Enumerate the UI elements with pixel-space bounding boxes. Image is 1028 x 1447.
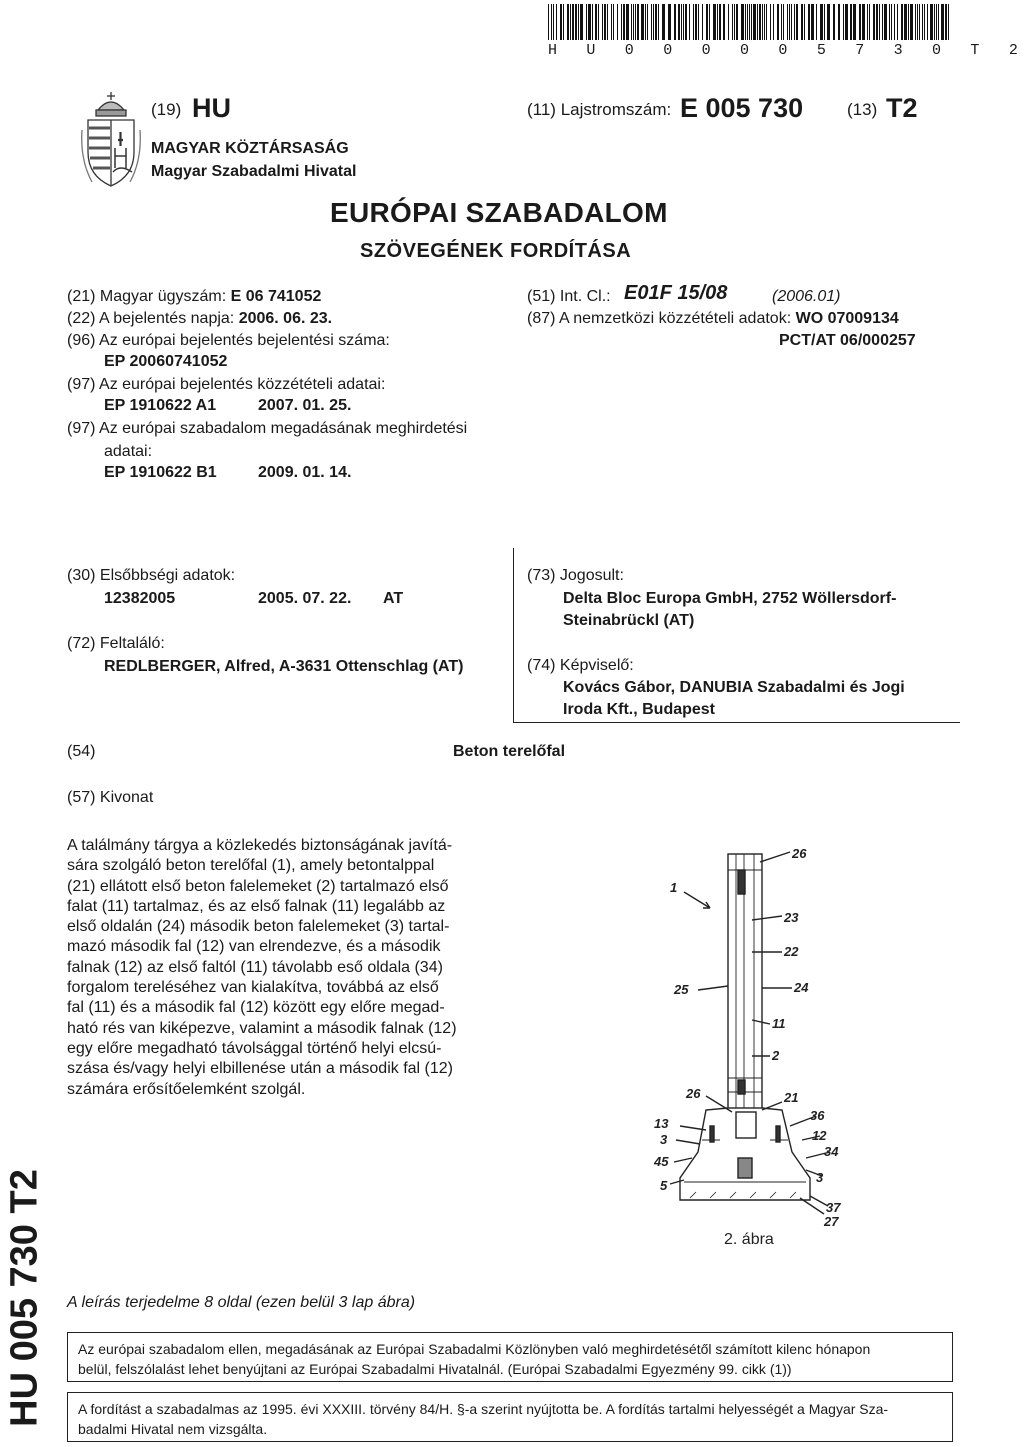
barcode-bar bbox=[908, 4, 909, 40]
abstract-line: ható rés van kiképezve, valamint a második falnak (12) bbox=[67, 1019, 457, 1037]
barcode-bar bbox=[563, 4, 564, 40]
barcode-bar bbox=[626, 4, 629, 40]
figure-reference-number: 2 bbox=[772, 1048, 780, 1063]
f74-value-2: Iroda Kft., Budapest bbox=[563, 701, 716, 718]
barcode-bar bbox=[635, 4, 636, 40]
abstract-text bbox=[67, 836, 485, 1100]
barcode-bar bbox=[882, 4, 883, 40]
f22-row bbox=[67, 308, 332, 330]
abstract-line: egy előre megadható távolsággal történő helyi elcsú- bbox=[67, 1039, 442, 1057]
barcode-bar bbox=[732, 4, 733, 40]
f51-label: (51) Int. Cl.: bbox=[527, 288, 611, 305]
f96-value: EP 20060741052 bbox=[104, 353, 228, 370]
barcode-bar bbox=[653, 4, 654, 40]
figure-reference-number: 21 bbox=[784, 1090, 799, 1105]
barcode-bar bbox=[934, 4, 935, 40]
f51-date: (2006.01) bbox=[772, 288, 841, 305]
barcode-bar bbox=[611, 4, 612, 40]
figure-reference-number: 27 bbox=[824, 1214, 839, 1229]
invention-title: Beton terelőfal bbox=[453, 743, 566, 760]
figure-reference-number: 1 bbox=[670, 880, 678, 895]
opposition-notice-box bbox=[67, 1332, 953, 1382]
f21-label: (21) Magyar ügyszám: bbox=[67, 288, 227, 305]
barcode-bar bbox=[901, 4, 903, 40]
barcode-bar bbox=[551, 4, 552, 40]
document-title: EURÓPAI SZABADALOM bbox=[330, 197, 668, 228]
f30-label: (30) Elsőbbségi adatok: bbox=[67, 567, 236, 584]
barcode-bar bbox=[647, 4, 648, 40]
barcode-bar bbox=[891, 4, 892, 40]
barcode-bar bbox=[717, 4, 718, 40]
barcode-bar bbox=[859, 4, 861, 40]
barcode-bar bbox=[747, 4, 748, 40]
f72-label: (72) Feltaláló: bbox=[67, 635, 165, 652]
barcode-bar bbox=[580, 4, 583, 40]
barcode-bar bbox=[567, 4, 569, 40]
barcode-bar bbox=[796, 4, 798, 40]
f87-label: (87) A nemzetközi közzétételi adatok: bbox=[527, 310, 792, 327]
barcode-bar bbox=[741, 4, 744, 40]
f97a-value-date: 2007. 01. 25. bbox=[258, 397, 352, 414]
barcode-bar bbox=[897, 4, 898, 40]
barcode-bar bbox=[850, 4, 852, 40]
figure-reference-number: 34 bbox=[824, 1144, 839, 1159]
figure-reference-number: 3 bbox=[660, 1132, 668, 1147]
barcode-bar bbox=[685, 4, 687, 40]
barcode-bar bbox=[631, 4, 632, 40]
figure-reference-number: 25 bbox=[674, 982, 689, 997]
figure-reference-number: 11 bbox=[772, 1016, 786, 1031]
side-document-number bbox=[0, 1155, 50, 1440]
barcode-bar bbox=[941, 4, 944, 40]
barcode-bar bbox=[762, 4, 763, 40]
barcode-bar bbox=[662, 4, 665, 40]
f97b-label-1: (97) Az európai szabadalom megadásának meghirdetési bbox=[67, 420, 468, 437]
translation-notice-box bbox=[67, 1392, 953, 1442]
barcode-bar bbox=[867, 4, 868, 40]
barcode-bar bbox=[633, 4, 634, 40]
abstract-line: szása és/vagy helyi elbillenése után a második fal (12) bbox=[67, 1060, 453, 1078]
f72-value: REDLBERGER, Alfred, A-3631 Ottenschlag (AT) bbox=[104, 658, 464, 675]
f97b-value-date: 2009. 01. 14. bbox=[258, 464, 352, 481]
barcode-bar bbox=[889, 4, 890, 40]
barcode-bar bbox=[553, 4, 554, 40]
barcode-bar bbox=[588, 4, 591, 40]
code-13: (13) bbox=[847, 100, 878, 119]
barcode-bar bbox=[843, 4, 844, 40]
office-line-2: Magyar Szabadalmi Hivatal bbox=[151, 163, 357, 180]
barcode-bar bbox=[709, 4, 710, 40]
figure-reference-number: 3 bbox=[816, 1170, 824, 1185]
barcode-bar bbox=[681, 4, 682, 40]
barcode-bar bbox=[560, 4, 562, 40]
figure-reference-number: 36 bbox=[810, 1108, 825, 1123]
abstract-line: falnak (12) az első faltól (11) távolabb eső oldala (34) bbox=[67, 958, 443, 976]
f30-date: 2005. 07. 22. bbox=[258, 590, 352, 607]
barcode-bar bbox=[556, 4, 557, 40]
patent-figure-drawing bbox=[640, 840, 880, 1248]
barcode-bar bbox=[827, 4, 830, 40]
barcode-bar bbox=[816, 4, 817, 40]
barcode-bar bbox=[745, 4, 746, 40]
barcode-bar bbox=[586, 4, 587, 40]
figure-reference-number: 45 bbox=[654, 1154, 669, 1169]
document-subtitle: SZÖVEGÉNEK FORDÍTÁSA bbox=[360, 240, 632, 262]
abstract-line: falat (11) tartalmaz, és az első falnak (11) legalább az bbox=[67, 897, 446, 915]
barcode-bar bbox=[645, 4, 646, 40]
page-note: A leírás terjedelme 8 oldal (ezen belül 3 lap ábra) bbox=[67, 1294, 416, 1311]
barcode-bar bbox=[845, 4, 848, 40]
f74-value-1: Kovács Gábor, DANUBIA Szabadalmi és Jogi bbox=[563, 679, 905, 696]
f21-row bbox=[67, 286, 321, 308]
barcode-bar bbox=[910, 4, 913, 40]
figure-reference-number: 26 bbox=[792, 846, 807, 861]
barcode-bar bbox=[794, 4, 795, 40]
barcode-bar bbox=[820, 4, 823, 40]
f74-label: (74) Képviselő: bbox=[527, 657, 634, 674]
f73-value-1: Delta Bloc Europa GmbH, 2752 Wöllersdorf- bbox=[563, 590, 897, 607]
barcode-bar bbox=[938, 4, 939, 40]
barcode-bar bbox=[924, 4, 925, 40]
barcode-bar bbox=[811, 4, 814, 40]
barcode-bar bbox=[736, 4, 738, 40]
f30-country: AT bbox=[383, 590, 404, 607]
barcode-bar bbox=[613, 4, 614, 40]
figure-caption: 2. ábra bbox=[724, 1231, 774, 1248]
figure-reference-number: 23 bbox=[784, 910, 799, 925]
figure-reference-number: 22 bbox=[784, 944, 799, 959]
barcode-bar bbox=[674, 4, 676, 40]
barcode-bar bbox=[695, 4, 697, 40]
barcode-bar bbox=[637, 4, 639, 40]
abstract-line: mazó második fal (12) van elrendezve, és a második bbox=[67, 938, 441, 956]
barcode-bar bbox=[894, 4, 895, 40]
barcode-bar bbox=[876, 4, 878, 40]
barcode-bar bbox=[904, 4, 907, 40]
f30-number: 12382005 bbox=[104, 590, 176, 607]
f97b-label-2: adatai: bbox=[104, 443, 153, 460]
figure-reference-number: 37 bbox=[826, 1200, 841, 1215]
side-document-number-text: HU 005 730 T2 bbox=[3, 1168, 46, 1427]
barcode-bar bbox=[698, 4, 699, 40]
barcode-bar bbox=[572, 4, 574, 40]
divider-vertical bbox=[513, 548, 514, 723]
figure-reference-number: 26 bbox=[686, 1086, 701, 1101]
barcode-bar bbox=[801, 4, 803, 40]
barcode-bar bbox=[713, 4, 716, 40]
barcode-bar bbox=[592, 4, 593, 40]
barcode-bar bbox=[824, 4, 825, 40]
barcode bbox=[548, 4, 952, 40]
f87-value-pct: PCT/AT 06/000257 bbox=[779, 332, 916, 349]
abstract-line: sára szolgáló beton terelőfal (1), amely betontalppal bbox=[67, 857, 435, 875]
figure-reference-number: 13 bbox=[654, 1116, 669, 1131]
barcode-bar bbox=[570, 4, 571, 40]
barcode-bar bbox=[719, 4, 721, 40]
barcode-bar bbox=[753, 4, 756, 40]
barcode-bar bbox=[879, 4, 880, 40]
abstract-line: fal (11) és a második fal (12) között egy előre megad- bbox=[67, 999, 445, 1017]
figure-reference-number: 24 bbox=[794, 980, 809, 995]
barcode-bar bbox=[689, 4, 690, 40]
abstract-line: számára erősítőelemként szolgál. bbox=[67, 1080, 306, 1098]
barcode-bar bbox=[869, 4, 870, 40]
barcode-bar bbox=[862, 4, 865, 40]
barcode-bar bbox=[757, 4, 758, 40]
f87-value-wo: WO 07009134 bbox=[795, 310, 899, 327]
barcode-bar bbox=[948, 4, 949, 40]
f97a-label: (97) Az európai bejelentés közzétételi adatai: bbox=[67, 376, 386, 393]
barcode-bar bbox=[604, 4, 606, 40]
barcode-bar bbox=[789, 4, 790, 40]
barcode-bar bbox=[791, 4, 792, 40]
country-code: HU bbox=[192, 93, 231, 123]
f21-value: E 06 741052 bbox=[230, 288, 322, 305]
barcode-bar bbox=[751, 4, 752, 40]
f51-value: E01F 15/08 bbox=[624, 282, 728, 304]
barcode-bar bbox=[945, 4, 947, 40]
f97b-value-number: EP 1910622 B1 bbox=[104, 464, 217, 481]
kind-code: T2 bbox=[886, 93, 918, 123]
barcode-bar bbox=[781, 4, 782, 40]
barcode-bar bbox=[734, 4, 735, 40]
barcode-bar bbox=[655, 4, 657, 40]
barcode-bar bbox=[607, 4, 608, 40]
barcode-bar bbox=[853, 4, 856, 40]
barcode-bar bbox=[764, 4, 765, 40]
barcode-bar bbox=[770, 4, 771, 40]
opposition-notice-line-2: belül, felszólalást lehet benyújtani az Európai Szabadalmi Hivatalnál. (Európai Szabadalmi Egyezmény 99. cikk (1)) bbox=[78, 1361, 792, 1377]
barcode-bar bbox=[922, 4, 923, 40]
barcode-bar bbox=[749, 4, 750, 40]
barcode-bar bbox=[773, 4, 774, 40]
figure-reference-number: 12 bbox=[812, 1128, 827, 1143]
registration-number: E 005 730 bbox=[680, 93, 804, 123]
barcode-bar bbox=[598, 4, 599, 40]
f22-label: (22) A bejelentés napja: bbox=[67, 310, 235, 327]
barcode-text: H U 0 0 0 0 0 5 7 3 0 T 2 bbox=[548, 42, 1028, 59]
translation-notice-line-2: badalmi Hivatal nem vizsgálta. bbox=[78, 1421, 268, 1437]
f57-label: (57) Kivonat bbox=[67, 789, 154, 806]
barcode-bar bbox=[777, 4, 779, 40]
translation-notice-line-1: A fordítást a szabadalmas az 1995. évi XXXIII. törvény 84/H. §-a szerint nyújtotta be. A fordítás tartalmi helyességét a Magyar Sza- bbox=[78, 1401, 889, 1417]
barcode-bar bbox=[595, 4, 597, 40]
barcode-bar bbox=[873, 4, 875, 40]
abstract-line: forgalom tereléséhez van kialakítva, továbbá az első bbox=[67, 979, 439, 997]
barcode-bar bbox=[728, 4, 729, 40]
barcode-bar bbox=[930, 4, 933, 40]
office-line-1: MAGYAR KÖZTÁRSASÁG bbox=[151, 140, 349, 157]
divider-horizontal bbox=[513, 722, 960, 723]
barcode-bar bbox=[759, 4, 761, 40]
barcode-bar bbox=[927, 4, 928, 40]
abstract-line: első oldalán (24) második beton falelemeket (3) tartal- bbox=[67, 918, 450, 936]
barcode-bar bbox=[917, 4, 918, 40]
barcode-bar bbox=[787, 4, 788, 40]
f73-label: (73) Jogosult: bbox=[527, 567, 624, 584]
barcode-bar bbox=[658, 4, 659, 40]
barcode-bar bbox=[668, 4, 671, 40]
barcode-bar bbox=[578, 4, 579, 40]
barcode-bar bbox=[602, 4, 603, 40]
barcode-bar bbox=[766, 4, 767, 40]
f96-label: (96) Az európai bejelentés bejelentési száma: bbox=[67, 332, 390, 349]
barcode-bar bbox=[702, 4, 703, 40]
barcode-bar bbox=[804, 4, 805, 40]
barcode-bar bbox=[808, 4, 810, 40]
barcode-bar bbox=[884, 4, 887, 40]
barcode-bar bbox=[548, 4, 549, 40]
barcode-bar bbox=[641, 4, 644, 40]
barcode-bar bbox=[683, 4, 684, 40]
code-11-label: (11) Lajstromszám: bbox=[527, 100, 672, 119]
barcode-bar bbox=[621, 4, 622, 40]
code-19: (19) bbox=[151, 100, 182, 119]
barcode-bar bbox=[623, 4, 625, 40]
barcode-bar bbox=[693, 4, 694, 40]
barcode-bar bbox=[575, 4, 577, 40]
f54-label: (54) bbox=[67, 743, 96, 760]
barcode-bar bbox=[915, 4, 916, 40]
barcode-bar bbox=[936, 4, 937, 40]
f87-row bbox=[527, 308, 899, 330]
barcode-bar bbox=[651, 4, 652, 40]
barcode-bar bbox=[783, 4, 784, 40]
barcode-bar bbox=[617, 4, 618, 40]
opposition-notice-line-1: Az európai szabadalom ellen, megadásának az Európai Szabadalmi Közlönyben való meghirdetésétől számított kilenc hónapon bbox=[78, 1341, 871, 1357]
barcode-bar bbox=[678, 4, 680, 40]
barcode-bar bbox=[919, 4, 920, 40]
barcode-bar bbox=[838, 4, 840, 40]
barcode-bar bbox=[833, 4, 835, 40]
abstract-line: A találmány tárgya a közlekedés biztonságának javítá- bbox=[67, 837, 453, 854]
barcode-bar bbox=[706, 4, 708, 40]
figure-reference-number: 5 bbox=[660, 1178, 668, 1193]
barcode-bar bbox=[723, 4, 725, 40]
f73-value-2: Steinabrückl (AT) bbox=[563, 612, 695, 629]
hungarian-coat-of-arms-icon bbox=[80, 90, 142, 190]
f22-value: 2006. 06. 23. bbox=[238, 310, 333, 327]
abstract-line: (21) ellátott első beton falelemeket (2) tartalmazó első bbox=[67, 877, 449, 895]
f97a-value-number: EP 1910622 A1 bbox=[104, 397, 217, 414]
